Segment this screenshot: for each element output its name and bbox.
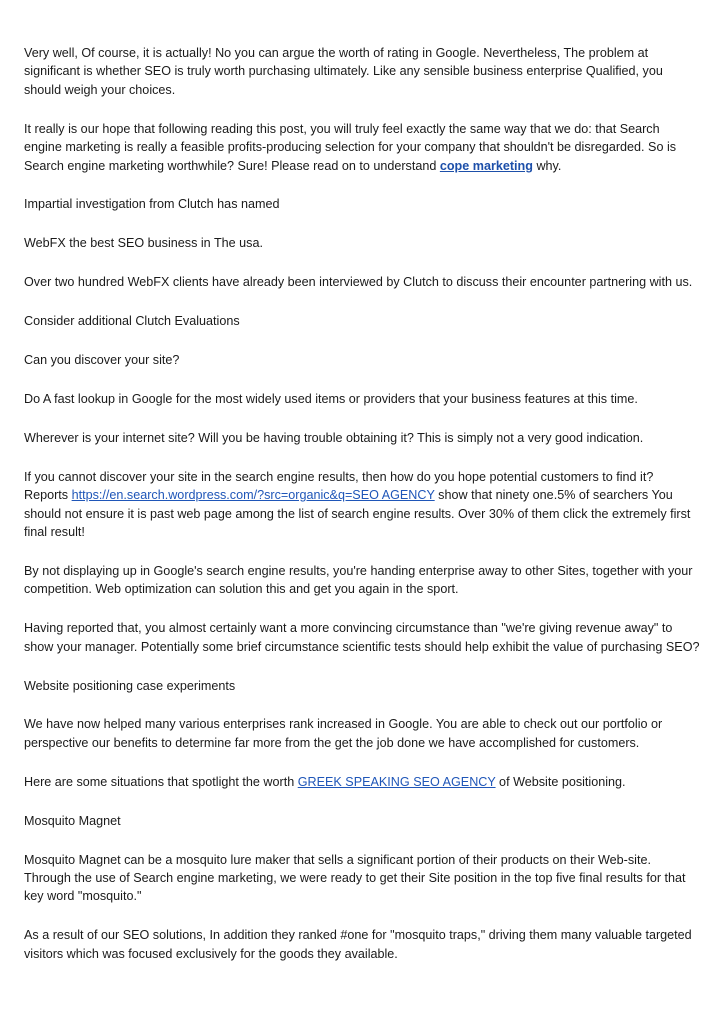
paragraph-clutch-evaluations: Consider additional Clutch Evaluations bbox=[24, 314, 240, 329]
paragraph-clients-interviewed: Over two hundred WebFX clients have already been interviewed by Clutch to discuss their encounter partnering with us. bbox=[24, 275, 693, 290]
paragraph-hope bbox=[24, 120, 700, 175]
cope-marketing-link[interactable]: cope marketing bbox=[439, 158, 533, 173]
paragraph-case-experiments: Website positioning case experiments bbox=[24, 678, 236, 693]
paragraph-text: show that ninety one.5% of searchers You should not ensure it is past web page among the list of search engine results. Over 30% of them click the extremely first final result! bbox=[24, 488, 691, 539]
wordpress-search-link[interactable]: https://en.search.wordpress.com/?src=organic&q=SEO AGENCY bbox=[71, 488, 435, 503]
paragraph-convincing-case: Having reported that, you almost certainly want a more convincing circumstance than "we're giving revenue away" to show your manager. Potentially some brief circumstance scientific tests should help exhibit the value of purchasing SEO? bbox=[24, 621, 700, 654]
paragraph-google-lookup: Do A fast lookup in Google for the most widely used items or providers that your business features at this time. bbox=[24, 391, 638, 406]
paragraph-not-displaying: By not displaying up in Google's search engine results, you're handing enterprise away to other Sites, together with your competition. Web optimization can solution this and get you again in the sport. bbox=[24, 563, 693, 597]
paragraph-text: why. bbox=[532, 158, 562, 173]
paragraph-mosquito-magnet: Mosquito Magnet can be a mosquito lure maker that sells a significant portion of their products on their Web-site. Through the use of Search engine marketing, we were ready to get their Site position in the top five final results for that key word "mosquito." bbox=[24, 852, 686, 904]
paragraph-clutch-investigation: Impartial investigation from Clutch has named bbox=[24, 197, 280, 212]
paragraph-discover-site: Can you discover your site? bbox=[24, 353, 180, 368]
paragraph-text: It really is our hope that following reading this post, you will truly feel exactly the same way that we do: that Search engine marketing is really a feasible profits-producing selection for your company that shouldn't be disregarded. So is Search engine marketing worthwhile? Sure! Please read on to understand bbox=[24, 121, 677, 173]
paragraph-seo-worth: Very well, Of course, it is actually! No you can argue the worth of rating in Google. Nevertheless, The problem at significant is whether SEO is truly worth purchasing ultimately. Like any sensible business enterprise Qualified, you should weigh your choices. bbox=[24, 46, 663, 97]
document-body bbox=[24, 44, 700, 984]
paragraph-text: Here are some situations that spotlight the worth bbox=[24, 774, 298, 789]
paragraph-webfx-best: WebFX the best SEO business in The usa. bbox=[24, 236, 263, 251]
paragraph-seo-solutions: As a result of our SEO solutions, In addition they ranked #one for "mosquito traps," driving them many valuable targeted visitors which was focused exclusively for the goods they available. bbox=[24, 928, 692, 961]
paragraph-search-results bbox=[24, 468, 700, 542]
paragraph-helped-enterprises: We have now helped many various enterprises rank increased in Google. You are able to check out our portfolio or perspective our benefits to determine far more from the get the job done we have accomplished for customers. bbox=[24, 717, 663, 750]
paragraph-situations bbox=[24, 773, 700, 791]
paragraph-where-site: Wherever is your internet site? Will you be having trouble obtaining it? This is simply not a very good indication. bbox=[24, 430, 644, 445]
paragraph-text: of Website positioning. bbox=[495, 774, 626, 789]
greek-seo-agency-link[interactable]: GREEK SPEAKING SEO AGENCY bbox=[297, 774, 496, 789]
paragraph-text: If you cannot discover your site in the search engine results, then how do you hope potential customers to find it? Reports bbox=[24, 469, 654, 503]
paragraph-mosquito-heading: Mosquito Magnet bbox=[24, 813, 121, 828]
